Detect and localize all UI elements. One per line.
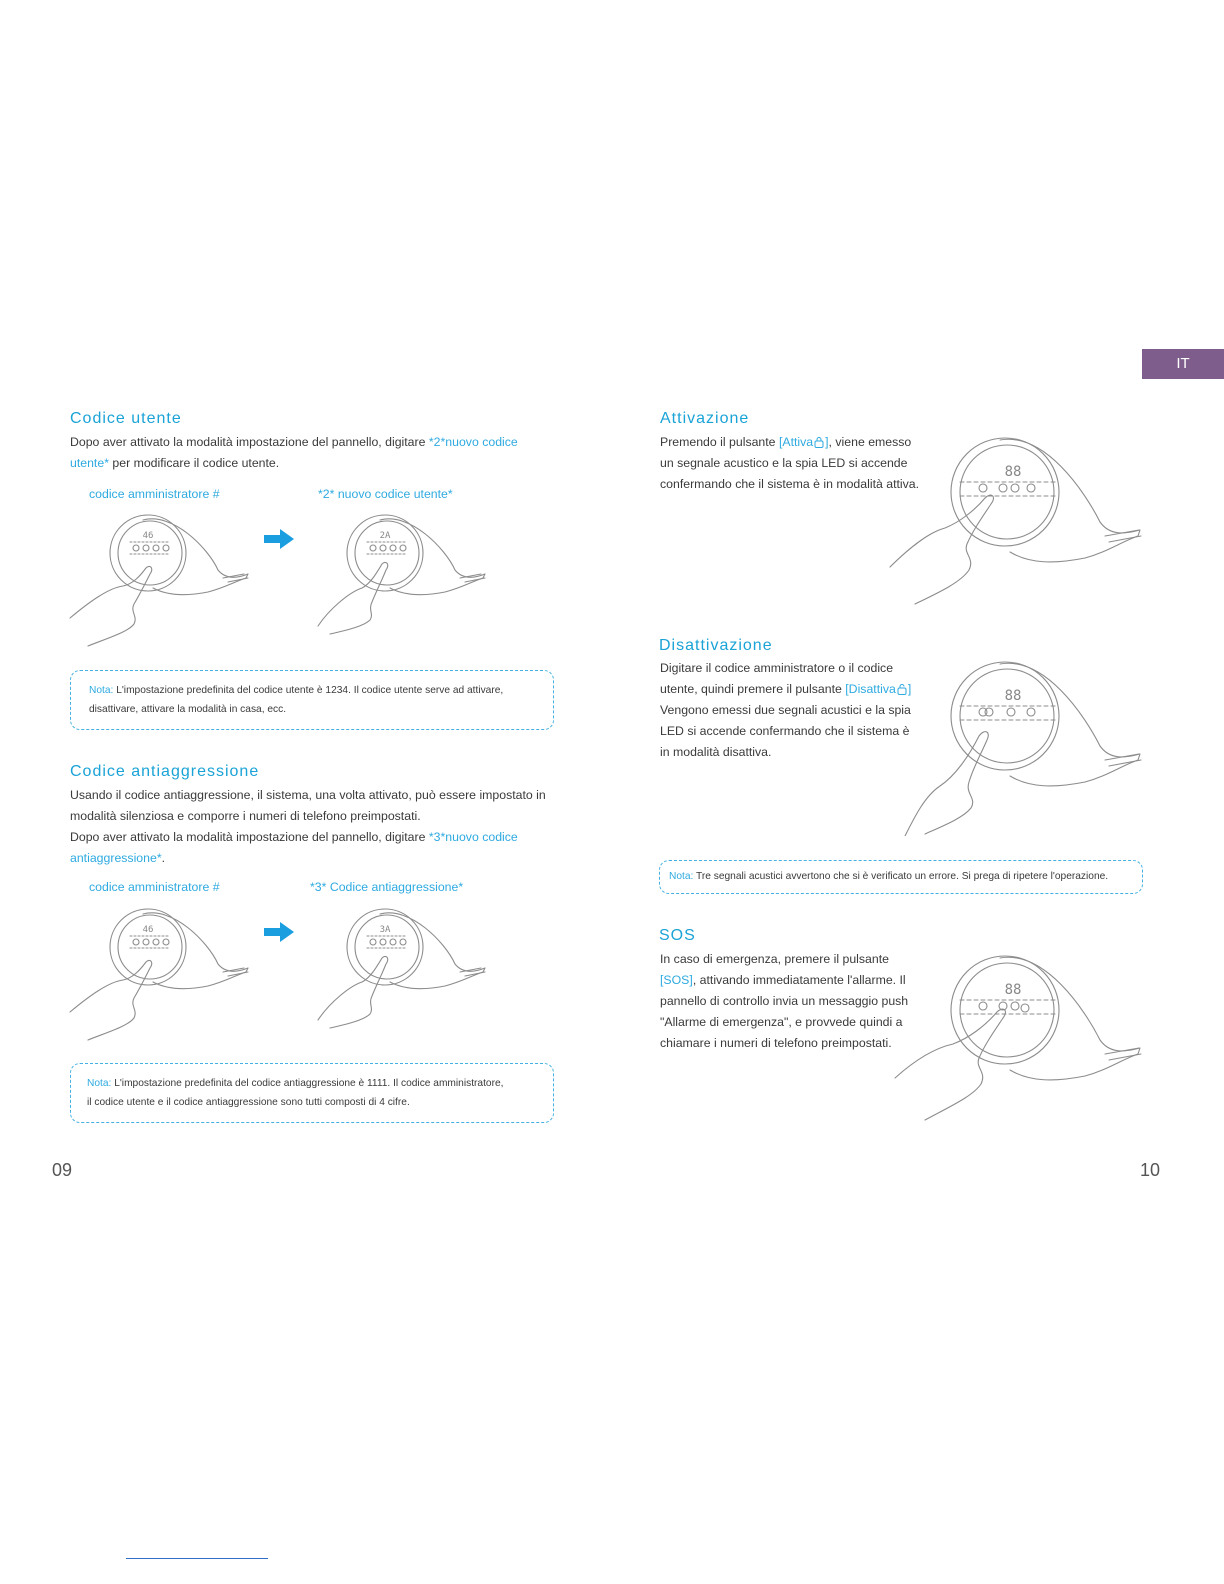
arm-title: Attivazione <box>660 410 750 427</box>
device-illustration-duress-new <box>300 902 490 1032</box>
user-code-caption-right: *2* nuovo codice utente* <box>318 487 453 501</box>
device-display: 88 <box>1004 464 1022 480</box>
user-code-caption-left: codice amministratore # <box>89 487 220 501</box>
device-illustration-duress-admin <box>68 902 258 1042</box>
disarm-note: Nota: Tre segnali acustici avvertono che si è verificato un errore. Si prega di ripetere l'operazione. <box>659 860 1143 894</box>
disarm-paragraph: Digitare il codice amministratore o il codice utente, quindi premere il pulsante [Disattiva ] Vengono emessi due segnali acustici e la spia LED si accende confermando che il sistema è in modalità disattiva. <box>660 661 912 759</box>
device-illustration-disarm <box>885 656 1145 836</box>
device-illustration-user-admin <box>68 508 258 648</box>
user-code-paragraph: Dopo aver attivato la modalità impostazione del pannello, digitare *2*nuovo codice utente* per modificare il codice utente. <box>70 435 518 470</box>
user-code-title: Codice utente <box>70 410 182 427</box>
page-number-right: 10 <box>1140 1160 1161 1180</box>
user-code-note: Nota: L'impostazione predefinita del codice utente è 1234. Il codice utente serve ad attivare, disattivare, attivare la modalità in casa, ecc. <box>70 670 554 730</box>
device-illustration-arm <box>885 432 1145 612</box>
duress-code-note: Nota: L'impostazione predefinita del codice antiaggressione è 1111. Il codice amministratore, il codice utente e il codice antiaggressione sono tutti composti di 4 cifre. <box>70 1063 554 1123</box>
arrow-right-icon <box>264 922 294 942</box>
duress-code-paragraph: Usando il codice antiaggressione, il sistema, una volta attivato, può essere impostato in modalità silenziosa e comporre i numeri di telefono preimpostati. Dopo aver attivato la modalità impostazione del pannello, digitare *3*nuovo codice antiaggressione*. <box>70 788 546 865</box>
language-tab: IT <box>1142 349 1224 379</box>
duress-code-caption-left: codice amministratore # <box>89 880 220 894</box>
sos-title: SOS <box>659 927 696 944</box>
lock-closed-icon <box>814 436 824 448</box>
device-display: 46 <box>142 925 154 935</box>
footer-rule <box>126 1558 268 1559</box>
page-number-left: 09 <box>52 1160 73 1180</box>
device-illustration-user-new <box>300 508 490 638</box>
arm-paragraph: Premendo il pulsante [Attiva ], viene emesso un segnale acustico e la spia LED si accende confermando che il sistema è in modalità attiva. <box>660 435 920 491</box>
device-display: 3A <box>379 925 391 935</box>
arrow-right-icon <box>264 529 294 549</box>
sos-paragraph: In caso di emergenza, premere il pulsante [SOS], attivando immediatamente l'allarme. Il pannello di controllo invia un messaggio push "Allarme di emergenza", e provvede quindi a chiamare i numeri di telefono preimpostati. <box>660 952 909 1050</box>
duress-code-title: Codice antiaggressione <box>70 763 260 780</box>
duress-code-caption-right: *3* Codice antiaggressione* <box>310 880 464 894</box>
device-display: 88 <box>1004 982 1022 998</box>
device-display: 46 <box>142 531 154 541</box>
device-display: 2A <box>379 531 391 541</box>
device-illustration-sos <box>885 950 1145 1130</box>
disarm-title: Disattivazione <box>659 637 773 654</box>
device-display: 88 <box>1004 688 1022 704</box>
